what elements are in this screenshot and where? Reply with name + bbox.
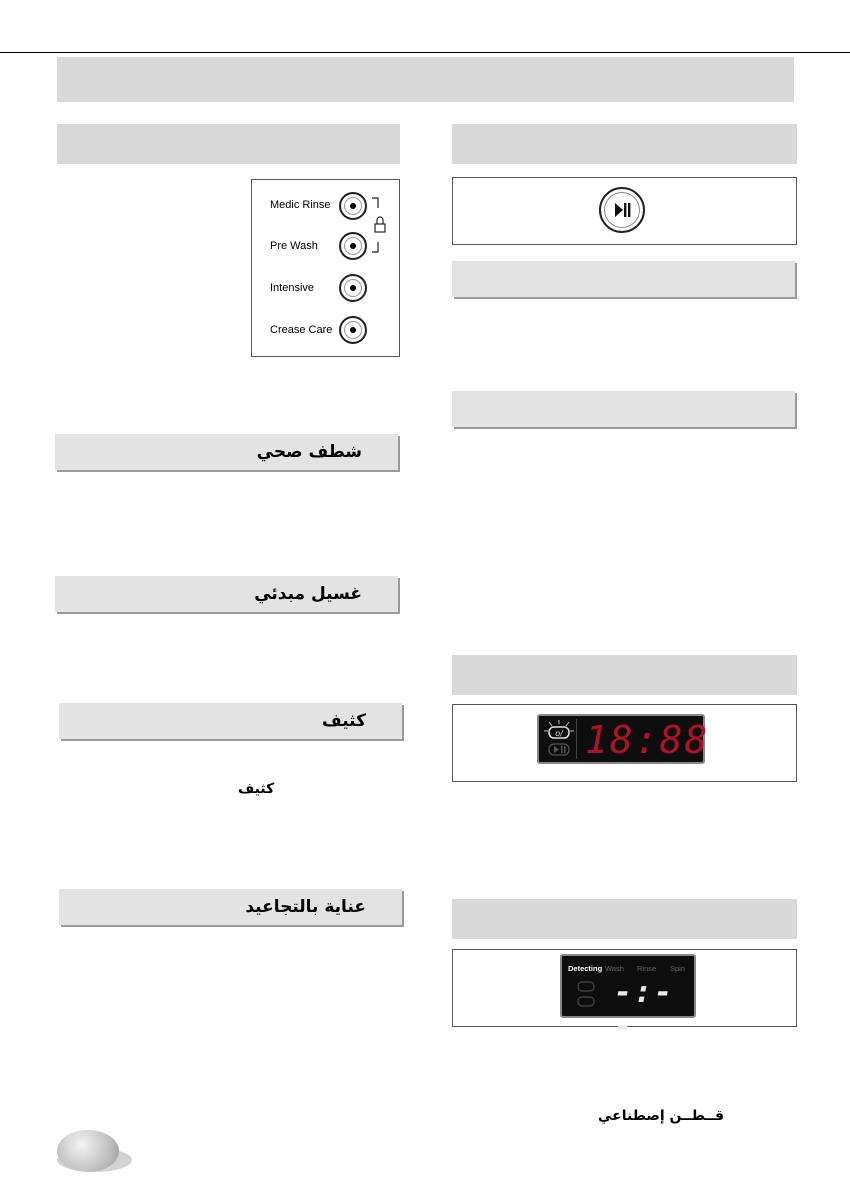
wash-label: Wash xyxy=(605,964,624,973)
pre-wash-button[interactable] xyxy=(339,232,367,260)
lcd-icon-column xyxy=(542,719,577,759)
child-lock-icon xyxy=(370,196,392,254)
lcd-digits-2: -:-- xyxy=(614,975,675,1044)
page-number-tab xyxy=(57,1130,119,1172)
svg-text:o/: o/ xyxy=(555,729,563,738)
spin-label: Spin xyxy=(670,964,686,973)
right-section-bar-3 xyxy=(452,391,795,427)
pre-wash-title: غسيل مبدئي xyxy=(254,584,362,604)
lcd-digits-1: 18:88 xyxy=(585,718,710,762)
intensive-title: كثيف xyxy=(321,711,366,731)
top-rule xyxy=(0,52,850,53)
rinse-label: Rinse xyxy=(637,964,657,973)
lcd-display-1 xyxy=(537,714,710,764)
medic-rinse-title: شطف صحي xyxy=(256,442,362,462)
crease-care-title: عناية بالتجاعيد xyxy=(245,897,366,917)
option-buttons-panel xyxy=(251,179,400,357)
display-panel-2 xyxy=(452,949,797,1044)
intensive-section-bar xyxy=(59,703,402,739)
lcd-status-icons xyxy=(576,980,596,1010)
display-panel-1 xyxy=(452,704,797,782)
medic-rinse-button[interactable] xyxy=(339,192,367,220)
page-header-bar xyxy=(57,57,794,102)
display-header-bar-1 xyxy=(452,655,797,695)
intensive-button[interactable] xyxy=(339,274,367,302)
crease-care-button[interactable] xyxy=(339,316,367,344)
crease-care-label: Crease Care xyxy=(270,324,333,336)
medic-rinse-label: Medic Rinse xyxy=(270,199,331,211)
play-pause-icon xyxy=(612,200,632,220)
child-lock-indicator-icon xyxy=(542,719,576,759)
start-pause-panel xyxy=(452,177,797,245)
intensive-body-word: كثيف xyxy=(238,781,275,797)
crease-care-section-bar xyxy=(59,889,402,925)
pre-wash-label: Pre Wash xyxy=(270,240,318,252)
medic-rinse-section-bar xyxy=(55,434,398,470)
start-pause-button[interactable] xyxy=(599,187,645,233)
cotton-synthetic-text: قــطــن إصطناعي xyxy=(598,1108,725,1124)
display-header-bar-2 xyxy=(452,899,797,939)
detecting-label: Detecting xyxy=(568,964,603,973)
right-section-bar-2 xyxy=(452,261,795,297)
start-pause-header-bar xyxy=(452,124,797,164)
pre-wash-section-bar xyxy=(55,576,398,612)
intensive-label: Intensive xyxy=(270,282,315,294)
lcd-display-2 xyxy=(560,954,696,1044)
options-header-bar xyxy=(57,124,400,164)
